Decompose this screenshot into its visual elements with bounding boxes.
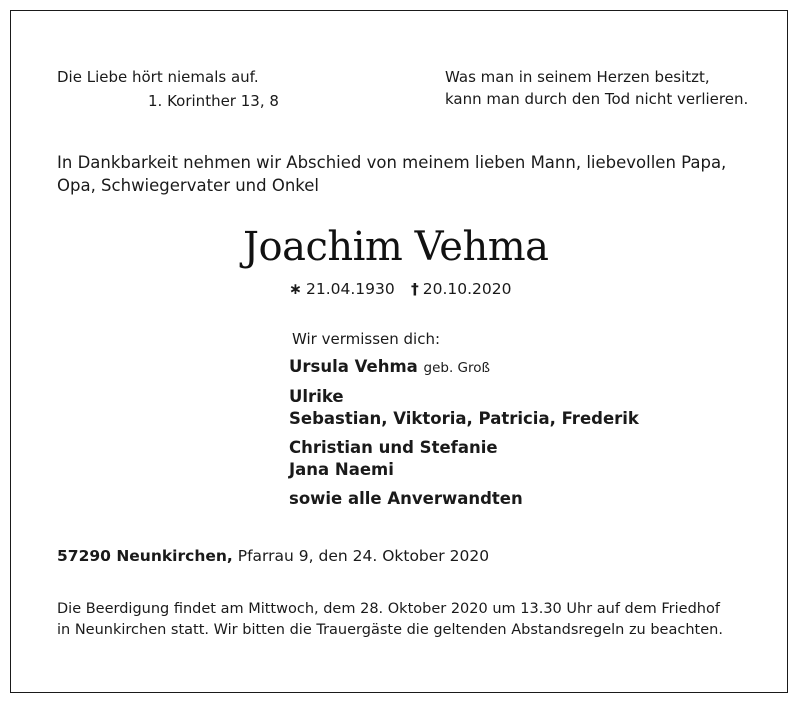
mourner-relatives: sowie alle Anverwandten bbox=[289, 489, 523, 508]
mourners-heading: Wir vermissen dich: bbox=[292, 330, 441, 348]
quote-left-source: 1. Korinther 13, 8 bbox=[148, 92, 279, 110]
obituary-card bbox=[10, 10, 788, 693]
place-city: 57290 Neunkirchen, bbox=[57, 547, 233, 565]
deceased-name: Joachim Vehma bbox=[243, 224, 549, 270]
quote-left-text: Die Liebe hört niemals auf. bbox=[57, 68, 259, 86]
death-cross-icon: † bbox=[411, 280, 419, 298]
death-date: 20.10.2020 bbox=[422, 280, 512, 298]
birth-date: 21.04.1930 bbox=[306, 280, 395, 298]
birth-date-row bbox=[289, 279, 395, 299]
quote-right-line1: Was man in seinem Herzen besitzt, bbox=[445, 68, 710, 86]
intro-line2: Opa, Schwiegervater und Onkel bbox=[57, 176, 320, 195]
death-date-row bbox=[411, 279, 512, 299]
mourner-christian: Christian und Stefanie bbox=[289, 438, 498, 457]
mourner-ursula bbox=[289, 356, 490, 379]
funeral-line2: in Neunkirchen statt. Wir bitten die Trauergäste die geltenden Abstandsregeln zu beachten. bbox=[57, 622, 723, 638]
mourner-ursula-name: Ursula Vehma bbox=[289, 357, 418, 376]
funeral-line1: Die Beerdigung findet am Mittwoch, dem 28. Oktober 2020 um 13.30 Uhr auf dem Friedhof bbox=[57, 601, 720, 617]
mourner-ulrike: Ulrike bbox=[289, 387, 344, 406]
birth-star-icon: ∗ bbox=[289, 280, 302, 298]
place-rest: Pfarrau 9, den 24. Oktober 2020 bbox=[237, 547, 490, 565]
mourner-jana: Jana Naemi bbox=[289, 460, 394, 479]
mourner-children: Sebastian, Viktoria, Patricia, Frederik bbox=[289, 409, 639, 428]
intro-line1: In Dankbarkeit nehmen wir Abschied von meinem lieben Mann, liebevollen Papa, bbox=[57, 153, 727, 172]
quote-right-line2: kann man durch den Tod nicht verlieren. bbox=[445, 90, 749, 108]
place-date-line bbox=[57, 546, 489, 567]
mourner-ursula-note: geb. Groß bbox=[423, 360, 491, 376]
